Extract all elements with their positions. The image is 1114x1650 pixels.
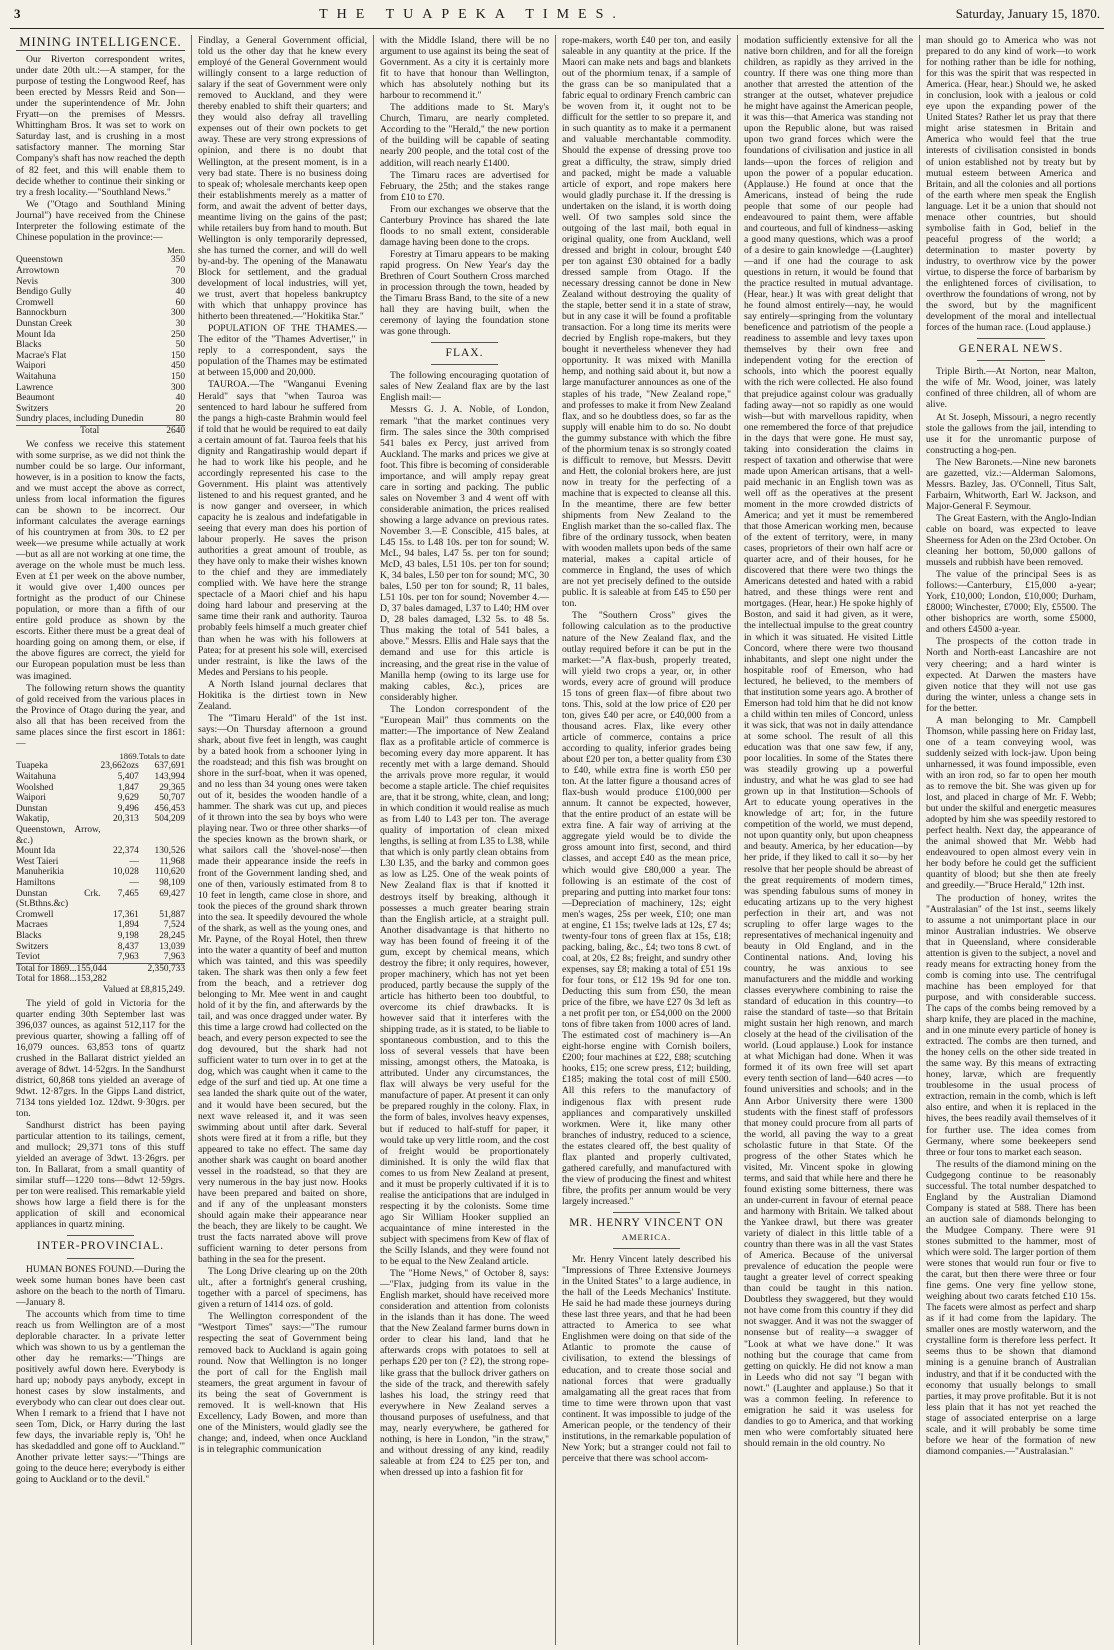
table-row: Lawrence 300 [16, 382, 185, 393]
columns [10, 35, 1104, 1645]
article-paragraph: TAUROA.—The "Wanganui Evening Herald" says that "when Tauroa was sentenced to hard labour he suffered from the pangs a high-caste Brahmin would feel if told that he would be required to eat daily a certain amount of fat. Tauroa feels that his dignity and Rangatiraship would depart if he had to work like his people, and he accordingly represented his case to the Government. His plaint was attentively listened to and his request granted, and he is now ganger and overseer, in which capacity he is zealous and indefatigable in seeing that every man does his portion of labour properly. He saves the prison authorities a great amount of trouble, as they have only to make their wishes known to the chief and they are immediately complied with. We have here the strange spectacle of a Maori chief and his hapu doing hard labour and preserving at the same time their rank and authority. Tauroa probably feels himself a much greater chief than when he was with his followers at Patea; for at present his sole will, exercised under restraint, is like the laws of the Medes and Persians to his people. [198, 379, 367, 678]
table-row: Waitahuna 150 [16, 371, 185, 382]
issue-date: Saturday, January 15, 1870. [955, 6, 1100, 21]
article-paragraph: man should go to America who was not prepared to do any kind of work—to work for nothing rather than be idle for nothing, for this was the spirit that was respected in America. (Hear, hear.) Should we, he asked in conclusion, look with a jealous or cold eye upon the expanding power of the United States? Rather let us pray that there might arise statesmen in Britain and America who would feel that the true interests of civilisation consisted in bonds of union established not by treaty but by mutual esteem between America and Britain, and all the colonies and all portions of the earth where men speak the English language. Let it be a union that should not menace other countries, but should symbolise faith in God, belief in the peaceful progress of the world; a determination to master poverty by industry, to overthrow vice by the power virtue, to disperse the force of barbarism by the enlightened forces of civilisation, to overthrow the foundations of wrong, not by the sword, but by the magnificent development of the moral and intellectual forces of the human race. (Loud applause.) [926, 35, 1096, 334]
article-paragraph: modation sufficiently extensive for all the native born children, and for all the foreign children, as rapidly as they arrived in the country. If there was one thing more than another that arrested the attention of the stranger at the outset, whatever prejudice he might have against the American people, it was this—that America was standing not upon the Republic alone, but was raised upon two grand forces which were the foundations of civilisation and justice in all lands—upon the forces of religion and upon the power of a popular education. (Applause.) He found at once that the Americans, instead of being the rude people that some of our people had endeavoured to paint them, were affable and courteous, and full of kindness—asking a good many questions, which was a proof of a desire to gain knowledge —(Laughter)—and if one had the courage to ask questions in return, it would be found that the practice resulted in mutual advantage. (Hear, hear.) It was with great delight that he found almost entirely—nay, he would say entirely—springing from the voluntary beneficence and patriotism of the people a readiness to assemble and levy taxes upon themselves by their own free and independent voting for the erection of schools, into which the poorest equally with the rich were collected. He also found that prejudice against colour was gradually fading away—not so rapidly as one would wish—but with marvellous rapidity, when one remembered the force of that prejudice in the days that were gone. He must say, taking into consideration the claims in respect of taxation and otherwise that were made upon American artisans, that a well-paid mechanic in an English town was as well off as the operatives at the present moment in the more crowded districts of America; and yet it must be remembered that those American working men, because of the extent of territory, were, in many cases, proprietors of their own half acre or quarter acre, and of their houses, for he discovered that there were two things the Americans detested and hated with a rabid hatred, and these things were rent and mortgages. (Hear, hear.) He spoke highly of Boston, and said it had given, as it were, the intellectual impulse to the great country in which it was situated. He visited Little Concord, where there were two thousand inhabitants, and slept one night under the hospitable roof of Emerson, who had lectured, he believed, to the members of that institution some years ago. A brother of Emerson had told him that he did not know a child within ten miles of Concord, unless it was sick, that was not in daily attendance at some school. The result of all this education was that one saw few, if any, poor localities. In some of the States there was steadily growing up a powerful industry, and what he was glad to see had grown up in that Institution—Schools of Art to educate young operatives in the knowledge of art; for, in the future competition of the world, we must depend, not upon quantity only, but upon cheapness and beauty. America, by her education—by her pride, if they liked to call it so—by her resolve that her people should be abreast of the great requirements of modern times, was spending fabulous sums of money in educating artizans up to the very highest perfection in their art, and was not scrupling to offer large wages to the representatives of mechanical ingenuity and beauty in Old England, and in the Continental nations. And, loving his country, he was anxious to see manufacturers and the middle and working classes everywhere combining to raise the standard of education in this country—to raise the standard of taste—so that Britain might sustain her high renown, and march closely at the head of the civilisation of the world. (Loud applause.) Look for instance at what Michigan had done. When it was formed it of its own free will set apart every tenth section of land—640 acres —to found universities and schools; and in the Ann Arbor University there were 1300 students with the finest staff of professors that money could procure from all parts of the world, all paving the way to a great scholastic future in that State. Of the progress of the other States which he visited, Mr. Vincent spoke in glowing terms, and said that while here and there he found existing some bitterness, there was an under-current in favour of eternal peace and harmony with Britain. We talked about the Yankee drawl, but there was greater variety of dialect in this little table of a country than there was in all the vast States of America. Because of the universal prevalence of education the people were taught a greater level of correct speaking than could be taught in this nation. Doubtless they swaggered, but they would not have come from this country if they did not swagger. And it was not the swagger of nonsense but of reality—a swagger of "Look at what we have done." It was nothing but the courage that came from getting on quickly. He did not know a man in Leeds who did not say "I began with nowt." (Laughter and applause.) So that it was a common feeling. In reference to emigration he said it was useless for dandies to go to America, and that working men who were comfortably situated here should remain in the old country. No [744, 35, 913, 1449]
article-paragraph: The additions made to St. Mary's Church, Timaru, are nearly completed. According to the "Herald," the new portion of the building will be capable of seating nearly 200 people, and the total cost of the addition, will reach nearly £1400. [380, 102, 549, 169]
divider [431, 364, 499, 365]
table-row: Blacks 9,198 28,245 [16, 930, 185, 941]
article-paragraph: The Timaru races are advertised for February, the 25th; and the stakes range from £10 to £70. [380, 169, 549, 203]
divider [977, 360, 1045, 361]
article-paragraph: The results of the diamond mining on the Cudgegong continue to be reasonably successful. The total number despatched to England by the Australian Diamond Company is stated at 588. There has been an auction sale of diamonds belonging to the Mudgee Company. There were 91 stones submitted to the hammer, most of which were sold. The larger portion of them were stones that would run four or five to the carat, but then there were three or four fine gems. One very fine yellow stone, weighing about two carats fetched £10 15s. The facets were almost as perfect and sharp as if it had come from the lapidary. The smaller ones are mostly waterworn, and the crystalline form is therefore less perfect. It seems thus to be shown that diamond mining is a genuine branch of Australian industry, and that if it be conducted with the economy that usually belongs to small parties, it may prove profitable. But it is not less plain that it has not yet reached the stage of associated enterprise on a large scale, and it will probably be some time before we hear of the formation of new diamond companies.—"Australasian." [926, 1158, 1096, 1457]
article-paragraph: The following return shows the quantity of gold received from the various places in the Province of Otago during the year, and also all that has been received from the same places since the first escort in 1861:— [16, 682, 185, 749]
table-row: Arrowtown 70 [16, 266, 185, 277]
article-paragraph: The Long Drive clearing up on the 20th ult., after a fortnight's general crushing, together with a parcel of specimens, has given a return of 1414 ozs. of gold. [198, 1266, 367, 1311]
article-paragraph: We confess we receive this statement with some surprise, as we did not think the number could be so large. Our informant, however, is in a position to know the facts, and we must accept the above as correct, unless from local information the figures can be shown to be incorrect. Our informant calculates the average earnings of his countrymen at from 30s. to £2 per week—we presume while actually at work—but as all are not working at one time, the average on the whole must be much less. Even at £1 per week on the above number, it would give over 1,400 ounces per fortnight as the product of our Chinese population, or more than a fifth of our entire gold produce as shown by the escorts. Either there must be a great deal of hoarding going on among them, or else, if the above figures are correct, the yield for our European population must be less than was imagined. [16, 438, 185, 682]
article-paragraph: Forestry at Timaru appears to be making rapid progress. On New Year's day the Brethren of Court Southern Cross marched in procession through the town, headed by the Timaru Brass Band, to the site of a new hall they are having built, when the ceremony of laying the foundation stone was gone through. [380, 248, 549, 338]
article-paragraph: HUMAN BONES FOUND.—During the week some human bones have been cast ashore on the beach to the north of Timaru.—January 8. [16, 1263, 185, 1308]
article-paragraph: At St. Joseph, Missouri, a negro recently stole the gallows from the jail, intending to use it for the unromantic purpose of constructing a hog-pen. [926, 411, 1096, 456]
article-paragraph: The Great Eastern, with the Anglo-Indian cable on board, was expected to leave Sheerness for Aden on the 23rd October. On cleaning her bottom, 50,000 gallons of mussels and rubbish have been removed. [926, 512, 1096, 569]
table-row: Manuherikia 10,028 110,620 [16, 867, 185, 878]
table-row: Dunstan Crk. (St.Bthns.&c) 7,465 69,427 [16, 888, 185, 910]
section-heading-flax: FLAX. [445, 347, 484, 360]
table-row: Woolshed 1,847 29,365 [16, 782, 185, 793]
table-row: Mount Ida 250 [16, 329, 185, 340]
table-row: Bendigo Gully 40 [16, 287, 185, 298]
table-row: Waipori 450 [16, 361, 185, 372]
table-row: Cromwell 60 [16, 297, 185, 308]
table-row: Waitahuna 5,407 143,994 [16, 772, 185, 783]
article-paragraph: with the Middle Island, there will be no argument to use against its being the seat of Government. As a city it is certainly more fit to have that honour than Wellington, which has absolutely nothing but its harbour to recommend it." [380, 35, 549, 102]
article-paragraph: The London correspondent of the "European Mail" thus comments on the matter:—The importance of New Zealand flax as a profitable article of commerce is becoming every day more apparent. It has recently met with a large demand. Should the arrivals prove more regular, it would become a staple article. The chief requisites are, that it be strong, white, clean, and long; in which condition it would realise as much as from L40 to L43 per ton. The average quality of importation of clean mixed lengths, is selling at from L35 to L38, while that which is only partly clean obtains from L30 L35, and the barky and common goes as low as L25. One of the weak points of New Zealand flax is that if knotted it destroys itself by breaking, although it possesses a much greater bearing strain than the English article, at a straight pull. Another disadvantage is that hitherto no way has been found of freeing it of the gum, except by chemical means, which destroy the fibre; it only requires, however, proper machinery, which has not yet been produced, partly because the supply of the article has hitherto been too doubtful, to overcome its chief drawbacks. It is however said that it interferes with the shipping trade, as it is stated, to be liable to spontaneous combustion, and to this the loss of several vessels that have been missing, amongst others, the Matoaka, is attributed. Under any circumstances, the flax will always be very useful for the manufacture of paper. At present it can only be prepared roughly in the colony. Flax, in the form of bales, involves heavy expenses, but if reduced to half-stuff for paper, it would take up very little room, and the cost of freight would be proportionately diminished. It is only the wild flax that comes to us from New Zealand at present, and it must be properly cultivated if it is to realise the anticipations that are indulged in respecting it by the colonists. Some time ago Sir William Hooker supplied an acquaintance of mine interested in the subject with specimens from Kew of flax of the Scilly Islands, and they were found not to be equal to the New Zealand article. [380, 703, 549, 1268]
column-1 [10, 35, 192, 1645]
table-header-row: 1869. Totals to date [119, 750, 185, 761]
article-paragraph: A man belonging to Mr. Campbell Thomson, while passing here on Friday last, one of a team conveying wool, was suddenly seized with lock-jaw. Upon being unharnessed, it was found impossible, even with an iron rod, so far to open her mouth as to remove the bit. She was given up for lost, and placed in charge of Mr. F. Webb; but under the skilful and energetic measures adopted by him she was speedily restored to perfect health. Next day, the appearance of the animal showed that Mr. Webb had endeavoured to open almost every vein in her body before he could get the sufficient quantity of blood; but she then ate freely and greedily.—"Bruce Herald," 12th inst. [926, 714, 1096, 892]
table-row: Switzers 8,437 13,039 [16, 941, 185, 952]
divider [67, 1235, 135, 1236]
divider [613, 1212, 681, 1213]
section-heading-vincent: MR. HENRY VINCENT ON [569, 1216, 724, 1229]
masthead [10, 6, 1104, 29]
article-paragraph: The "Southern Cross" gives the following calculation as to the productive nature of the New Zealand flax, and the outlay required before it can be put in the market:—"A flax-bush, properly treated, will yield two crops a year, or, in other words, every acre of ground will produce 15 tons of green flax—of fibre about two tons. This, sold at the low price of £20 per ton, gives £40 per acre, or £40,000 from a thousand acres. Flax, like every other article of commerce, contains a price according to quality, inferior grades being about £20 per ton, a better quality from £30 to £40, while extra fine is worth £50 per ton. At the latter figure a thousand acres of flax-bush would produce £100,000 per annum. It cannot be expected, however, that the entire product of an estate will be extra fine. A fair way of arriving at the aggregate yield would be to divide the gross amount into first, second, and third classes, and accept £40 as the mean price, which would give £80,000 a year. The following is an estimate of the cost of preparing and putting into market four tons:—Depreciation of machinery, 12s; eight men's wages, 25s per week, £10; one man at engine, £1 15s; twelve lads at 12s, £7 4s; twenty-four tons of green flax at 15s, £18; packing, baling, &c., £4; two tons 8 cwt. of coal, at 20s, £2 8s; freight, and sundry other expenses, say £8; making a total of £51 19s for four tons, or £12 19s 9d for one ton. Deducting this sum from £50, the mean price of the fibre, we have £27 0s 3d left as a net profit per ton, or £54,000 on the 2000 tons of fibre taken from 1000 acres of land. The estimated cost of machinery is—An eight-horse engine with Cornish boilers, £200; four machines at £22, £88; scutching hooks, £15; one screw press, £12; building, £185; making the total cost of mill £500. All this refers to the manufactory of indigenous flax with present rude appliances and comparatively unskilled workmen. Were it, like many other branches of industry, reduced to a science, the estates cleared off, the best quality of flax planted and properly cultivated, gathered carefully, and manufactured with the view of producing the finest and whitest fibre, the profits per annum would be very largely increased." [562, 610, 731, 1207]
article-paragraph: A North Island journal declares that Hokitika is the dirtiest town in New Zealand. [198, 678, 367, 712]
table-row: Waipori 9,629 50,707 [16, 793, 185, 804]
table-row: Switzers 20 [16, 403, 185, 414]
article-paragraph: The value of the principal Sees is as follows:—Canterbury, £15,000 a-year; York, £10,000; London, £10,000; Durham, £8000; Winchester, £7000; Ely, £5500. The other bishoprics are worth, some £5000, and others £4500 a-year. [926, 569, 1096, 636]
article-paragraph: rope-makers, worth £40 per ton, and easily saleable in any quantity at the price. If the Maori can make nets and bags and blankets out of the phormium tenax, if a sample of the grass can be so manipulated that a fabric equal to ordinary French cambric can be woven from it, it ought not to be difficult for the settler to so prepare it, and in such quantity as to make it a permanent and valuable merchantable commodity. Should the expense of dressing prove too great a difficulty, the straw, simply dried and packed, might be made a valuable article of export, and rope makers here would gladly purchase it. If the dressing is undertaken on the island, it is worth doing well. Of two samples sold since the outgoing of the last mail, both equal in original quality, one from Auckland, well dressed and bright in colour, brought £40 per ton against £30 obtained for a badly dressed sample from Otago. If the necessary dressing cannot be done in New Zealand without destroying the quality of the staple, better send it in a state of straw, but in any case it will be found a profitable transaction. For a long time its merits were decried by English rope-makers, but they bought it nevertheless whenever they had opportunity. It was mixed with Manilla hemp, and nothing said about it, but now a large manufacturer announces as one of the staples of his trade, "New Zealand rope," and professes to make it from New Zealand flax, and so he doubtless does, so far as the supply will enable him to do so. No doubt the gummy substance with which the fibre of the phormium tenax is so strongly coated is difficult to remove, but Messrs. Devitt and Hett, the colonial brokers here, are just now in treaty for the perfecting of a machine that is expected to cleanse all this. In the meantime, there are few better shipments from New Zealand to the English market than the so-called flax. The fibre of the ordinary tussock, when beaten with wooden mallets upon beds of the same material, makes a capital article of commerce in England, the uses of which are not yet precisely defined to the outside public. It is saleable at from £45 to £50 per ton. [562, 35, 731, 610]
section-heading-inter-provincial: INTER-PROVINCIAL. [36, 1240, 165, 1253]
table-row: Beaumont 40 [16, 393, 185, 404]
divider [431, 342, 499, 343]
article-paragraph: Findlay, a General Government official, told us the other day that he knew every employé of the General Government would willingly consent to a large reduction of salary if the seat of Government were only removed to Auckland, and they were thereby enabled to shift their quarters; and they would also defray all travelling expenses out of their own pockets to get away. These are very strong expressions of opinion, and there is no doubt that Wellington, at the present moment, is in a very bad state. There is no business doing to speak of; wholesale merchants keep open their establishments merely as a matter of form, and await the advent of better days, meantime living on the gains of the past; while retailers buy from hand to mouth. But Wellington is only temporarily depressed, she has turned the corner, and will do well by-and-by. The opening of the Manawatu Block for settlement, and the gradual development of local industries, will yet, we trust, avert that hopeless bankruptcy with which that unhappy province has hitherto been threatened.—"Hokitika Star." [198, 35, 367, 323]
table-total-row: Total for 1869...155,044 2,350,733 [16, 963, 185, 974]
article-paragraph: The accounts which from time to time reach us from Wellington are of a most deplorable character. In a private letter which was shown to us by a gentleman the other day he remarks:—"Things are positively awful down here. Everybody is hard up; nobody pays anybody, except in honest cases by slow instalments, and everybody who can clear out does clear out. When I remark to a friend that I have not seen Tom, Dick, or Harry during the last few days, the invariable reply is, 'Oh! he has skedaddled and gone off to Auckland.'" Another private letter says:—"Things are going to the deuce here; everybody is either going to Auckland or to the devil." [16, 1308, 185, 1486]
article-paragraph: The "Home News," of October 8, says:—"Flax, judging from its value in the English market, should have received more consideration and attention from colonists in the islands than it has done. The weed that the New Zealand farmer burns down in order to clear his land, land that he afterwards crops with potatoes to sell at perhaps £20 per ton (? £2), the strong rope-like grass that the bullock driver gathers on the side of the track, and therewith safely lashes his load, the stringy reed that everywhere in New Zealand serves a thousand purposes of usefulness, and that may, nearly everywhere, be gathered for nothing, is here in London, "in the straw," and without dressing of any kind, readily saleable at from £24 to £25 per ton, and when dressed up into a fashion fit for [380, 1268, 549, 1478]
divider [67, 1258, 135, 1259]
table-valued-row: Valued at £8,815,249. [102, 984, 185, 995]
divider [613, 1248, 681, 1249]
column-2 [192, 35, 374, 1645]
table-row: Nevis 300 [16, 276, 185, 287]
table-row: Tuapeka 23,662ozs 637,691 [16, 761, 185, 772]
table-row: Macraes 1,894 7,524 [16, 920, 185, 931]
table-row: Blacks 50 [16, 340, 185, 351]
article-paragraph: Triple Birth.—At Norton, near Malton, the wife of Mr. Wood, joiner, was lately confined of three children, all of whom are alive. [926, 366, 1096, 411]
table-row: Macrae's Flat 150 [16, 350, 185, 361]
article-paragraph: We ("Otago and Southland Mining Journal") have received from the Chinese Interpreter the following estimate of the Chinese population in the province:— [16, 198, 185, 243]
chinese-population-table [16, 245, 185, 437]
article-paragraph: Mr. Henry Vincent lately described his "Impressions of Three Extensive Journeys in the United States" to a large audience, in the hall of the Leeds Mechanics' Institute. He said he had made these journeys during these last three years, and that he had been attracted to America to see what Englishmen were doing on that side of the Atlantic to promote the cause of civilisation, to extend the blessings of education, and to create those social and national forces that were gradually amalgamating all the great races that from time to time were thrown upon that vast continent. It was impossible to judge of the American people, or the tendency of their institutions, in the remarkable population of New York; but a stranger could not fail to perceive that there was school accom- [562, 1254, 731, 1464]
article-paragraph: Sandhurst district has been paying particular attention to its tailings, cement, and mullock; 29,371 tons of this stuff yielded an average of 3dwt. 13·26grs. per ton. In Ballarat, from a small quantity of similar stuff—1220 tons—8dwt 12·59grs. per ton were realised. This remarkable yield shows how large a field there is for the application of skill and economical appliances in quartz mining. [16, 1120, 185, 1231]
table-row: Sundry places, including Dunedin 80 [16, 414, 185, 425]
table-row: Wakatip, Queenstown, Arrow, &c.) 20,313 504,209 [16, 814, 185, 846]
article-paragraph: The "Timaru Herald" of the 1st inst. says:—On Thursday afternoon a ground shark, about five feet in length, was caught by a bated hook from a schooner lying in the roadstead; and this fish was brought on shore in the surf-boat, when it was opened, and no less than 34 young ones were taken out of it, besides the wooden handle of a hammer. The shark was cut up, and pieces of it thrown into the sea by boys who were playing near. Two or three other sharks—of the species known as the brown shark, or what sailors call the 'shovel-nose'—then made their appearance inside the reefs in front of the Government landing shed, and one of then, variously estimated from 8 to 10 feet in length, came close in shore, and took the pieces of the ground shark thrown into the sea. It speedily devoured the whole of the shark, as well as the young ones, and Mr. Payne, of the Royal Hotel, then threw into the water a quantity of beef and mutton which was tainted, and this was speedily taken. The shark was then only a few feet from the beach, and a retriever dog belonging to Mr. Mee went in and caught hold of it by the fin, and afterwards by the tail, and was once dragged under water. By this time a large crowd had collected on the beach, and every person expected to see the dog devoured, but the shark had not sufficient water to turn over in to get at the dog, which was caught when it came to the edge of the surf and tied up. At one time a sea landed the shark quite out of the water, and it would have been secured, but the next wave released it, and it was seen swimming about until after dark. Several shots were fired at it from a rifle, but they appeared to take no effect. The same day another shark was caught on board another vessel in the roadstead, so that they are very numerous in the bay just now. Hooks have been prepared and baited on shore, and if any of the unpleasant monsters should again make their appearance near the beach, they are likely to be caught. We trust the facts narrated above will prove sufficient warning to deter persons from bathing in the sea for the present. [198, 712, 367, 1266]
gold-return-table [16, 751, 185, 996]
table-total-row: Total 2640 [16, 425, 185, 436]
column-5 [738, 35, 920, 1645]
table-row: Mount Ida 22,374 130,526 [16, 846, 185, 857]
page-number: 3 [14, 6, 21, 21]
table-row: Queenstown 350 [16, 255, 185, 266]
article-paragraph: The New Baronets.—Nine new baronets are gazetted, viz.:—Alderman Salomons, Messrs. Bazley, Jas. O'Connell, Titus Salt, Farbairn, Whitworth, Earl W. Jackson, and Major-General F. Seymour. [926, 456, 1096, 512]
section-heading-mining: MINING INTELLIGENCE. [16, 37, 185, 51]
table-row: Bannockburn 300 [16, 308, 185, 319]
section-heading-general-news: GENERAL NEWS. [958, 343, 1064, 356]
table-row: Hamiltons — 98,109 [16, 877, 185, 888]
table-total-row: Total for 1868...153,282 [16, 974, 107, 985]
table-row: West Taieri — 11,968 [16, 856, 185, 867]
article-paragraph: The production of honey, writes the "Australasian" of the 1st inst., seems likely to assume a not unimportant place in our minor Australian industries. We observe that in Queensland, where considerable attention is given to the subject, a novel and ready means for extracting honey from the comb is coming into use. The centrifugal machine has been employed for that purpose, and with considerable success. The caps of the combs being removed by a sharp knife, they are placed in the machine, and in one minute every particle of honey is extracted. The combs are then turned, and the honey cells on the other side treated in the same way. By this means of extracting honey, larvæ, which are frequently troublesome in the usual process of extraction, remain in the comb, which is left also entire, and when it is replaced in the hives, the bees readily avail themselves of it for further use. The idea comes from Germany, where some beekeepers send three or four tons to market each season. [926, 892, 1096, 1158]
table-row: Teviot 7,963 7,963 [16, 952, 185, 963]
newspaper-title: THE TUAPEKA TIMES. [319, 7, 625, 22]
table-row: Cromwell 17,361 51,887 [16, 909, 185, 920]
column-3 [374, 35, 556, 1645]
column-6 [920, 35, 1102, 1645]
article-paragraph: POPULATION OF THE THAMES.—The editor of the "Thames Advertiser," in reply to a correspondent, says the population of the Thames may be estimated at between 15,000 and 20,000. [198, 323, 367, 379]
table-row: Dunstan Creek 30 [16, 319, 185, 329]
article-paragraph: The yield of gold in Victoria for the quarter ending 30th September last was 396,037 ounces, as against 512,117 for the previous quarter, showing a falling off of 16,079 ounces. 63,853 tons of quartz crushed in the Ballarat district yielded an average of 8dwt. 14·52grs. In the Sandhurst district, 60,868 tons yielded an average of 9dwt. 12·87grs. In the Gipps Land district, 7134 tons yielded 1oz. 12dwt. 9·30grs. per ton. [16, 997, 185, 1119]
article-paragraph: The Wellington correspondent of the "Westport Times" says:—"The rumour respecting the seat of Government being removed back to Auckland is again going round. Now that Wellington is no longer the port of call for the English mail steamers, the great argument in favour of its being the seat of Government is removed. It is well-known that His Excellency, Lady Bowen, and more than one of the Ministers, would gladly see the change; and, indeed, when once Auckland is in telegraphic communication [198, 1311, 367, 1455]
article-paragraph: The prospects of the cotton trade in North and North-east Lancashire are not very cheering; and a hard winter is expected. At Darwen the masters have given notice that they will not use gas during the winter, unless a change sets in for the better. [926, 636, 1096, 714]
column-4 [556, 35, 738, 1645]
article-paragraph: From our exchanges we observe that the Canterbury Province has shared the late floods to no small extent, considerable damage having been done to the crops. [380, 203, 549, 248]
article-paragraph: Messrs G. J. A. Noble, of London, remark "that the market continues very firm. The sales since the 30th comprised 541 bales ex Percy, just arrived from Auckland. The marks and prices we give at foot. This fibre is becoming of considerable importance, and will amply repay great care in sorting and packing. The public sales on November 3 and 4 went off with considerable animation, the prices realised showing a large advance on previous rates. November 3.—E Conscible, 415 bales, at L45 15s. to L48 10s. per ton for sound; W. McL, 94 bales, L47 5s. per ton for sound; McD, 43 bales, L51 10s. per ton for sound; K, 34 bales, L50 per ton for sound; M'C, 30 bales, L50 per ton for sound; R, 11 bales, L51 10s. per ton for sound; November 4.—D, 37 bales damaged, L37 to L40; HM over D, 28 bales damaged, L32 5s. to 48 5s. Thus making the total of 541 bales, a above." Messrs. Ellis and Hale says that the demand and use for this article is increasing, and the great rise in the value of Manilla hemp (owing to its large use for making cables, &c.), prices are considerably higher. [380, 404, 549, 703]
article-paragraph: The following encouraging quotation of sales of New Zealand flax are by the last English mail:— [380, 370, 549, 404]
section-subheading-america: AMERICA. [621, 1232, 672, 1243]
article-paragraph: Our Riverton correspondent writes, under date 20th ult.:—A stamper, for the purpose of testing the Longwood Reef, has been erected by Messrs Reid and Son—under the superintendence of Mr. John Fryatt—on the premises of Messrs. Whittingham Bros. It was set to work on Saturday last, and is crushing in a most satisfactory manner. The morning Star Company's shaft has now reached the depth of 82 feet, and this will enable them to decide whether to continue their sinking or try a fresh locality.—"Southland News." [16, 54, 185, 198]
table-header: Men. [167, 244, 185, 255]
table-row: Dunstan 9,496 456,453 [16, 803, 185, 814]
divider [977, 338, 1045, 339]
